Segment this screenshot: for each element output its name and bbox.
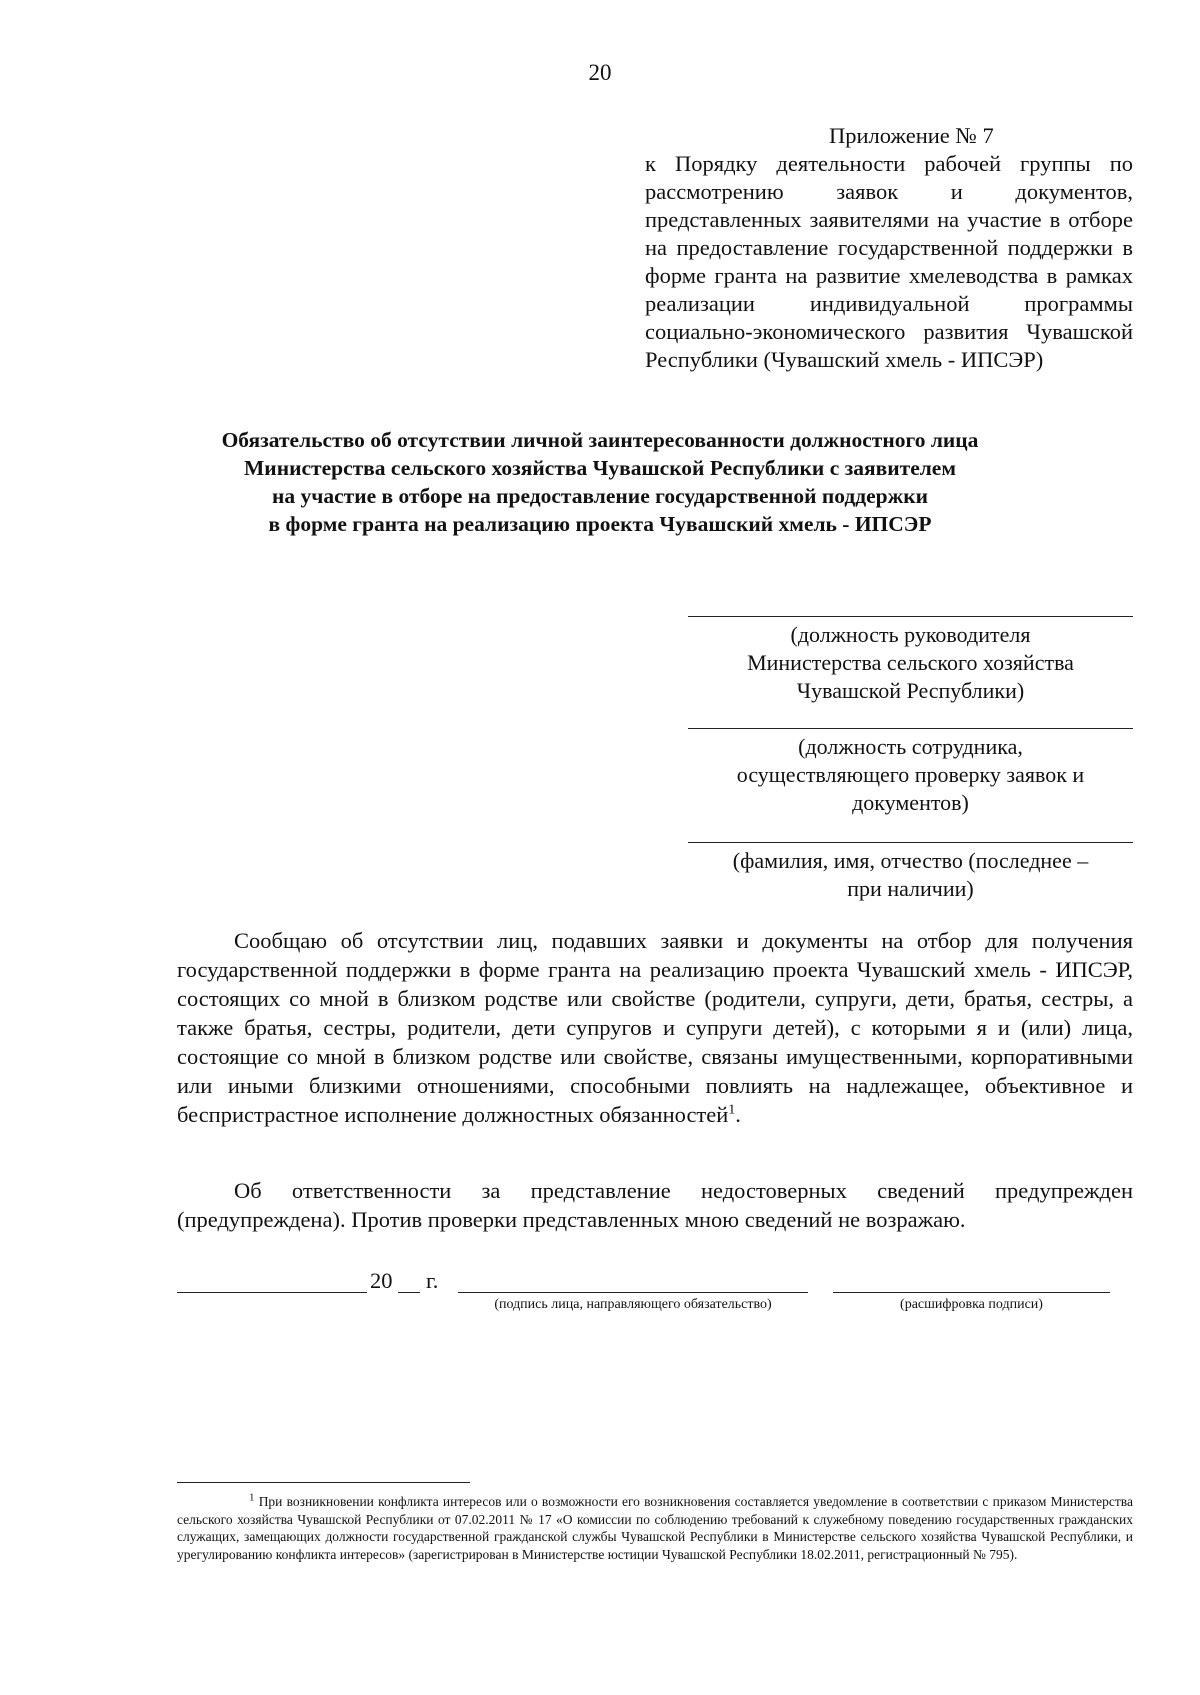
heading-line-3: на участие в отборе на предоставление государственной поддержки [271,484,929,508]
statement-end: . [735,1102,741,1127]
date-day-month-line[interactable] [177,1292,367,1293]
signature-decoding-line[interactable] [833,1292,1110,1293]
full-name-field [688,842,1133,903]
employee-position-field [688,728,1133,817]
page-number: 20 [588,60,612,85]
date-year-prefix: 20 [370,1268,393,1293]
employee-position-caption-line-2: осуществляющего проверку заявок и [736,762,1085,787]
heading-line-4: в форме гранта на реализацию проекта Чувашский хмель - ИПСЭР [268,512,932,536]
signature-line[interactable] [458,1292,808,1293]
head-position-caption-line-1: (должность руководителя [790,622,1031,647]
employee-position-line[interactable] [688,728,1133,729]
appendix-text: к Порядку деятельности рабочей группы по рассмотрению заявок и документов, представленных заявителями на участие в отборе на предоставление государственной поддержки в форме гранта на развитие хмелеводства в рамках реализации индивидуальной программы социально-экономического развития Чувашской Республики (Чувашский хмель - ИПСЭР) [645,151,1133,372]
document-heading [140,426,1060,538]
employee-position-caption [688,733,1133,817]
statement-text: Сообщаю об отсутствии лиц, подавших заявки и документы на отбор для получения государственной поддержки в форме гранта на реализацию проекта Чувашский хмель - ИПСЭР, состоящих со мной в близком родстве или свойстве (родители, супруги, дети, братья, сестры, а также братья, сестры, родители, дети супругов и супруги детей), с которыми я и (или) лица, состоящие со мной в близком родстве или свойстве, связаны имущественными, корпоративными или иными близкими отношениями, способными повлиять на надлежащее, объективное и беспристрастное исполнение должностных обязанностей [177,928,1133,1127]
employee-position-caption-line-3: документов) [852,790,969,815]
appendix-title: Приложение № 7 [829,123,994,148]
full-name-caption [688,847,1133,903]
head-position-caption-line-3: Чувашской Республики) [796,678,1025,703]
appendix-block [645,122,1133,374]
head-position-field [688,616,1133,705]
signature-decoding-caption: (расшифровка подписи) [900,1297,1043,1312]
signature-caption: (подпись лица, направляющего обязательство) [494,1297,772,1312]
head-position-caption-line-2: Министерства сельского хозяйства [747,650,1074,675]
full-name-line[interactable] [688,842,1133,843]
heading-line-2: Министерства сельского хозяйства Чувашской Республики с заявителем [244,456,956,480]
footnote-text: При возникновении конфликта интересов или о возможности его возникновения составляется уведомление в соответствии с приказом Министерства сельского хозяйства Чувашской Республики от 07.02.2011 № 17 «О комиссии по соблюдению требований к служебному поведению государственных гражданских служащих, замещающих должности государственной гражданской службы Чувашской Республики в Министерстве сельского хозяйства Чувашской Республики, и урегулированию конфликта интересов» (зарегистрирован в Министерстве юстиции Чувашской Республики 18.02.2011, регистрационный № 795). [177,1494,1133,1562]
responsibility-paragraph: Об ответственности за представление недостоверных сведений предупрежден (предупреждена). Против проверки представленных мною сведений не возражаю. [177,1178,1133,1232]
footnote [177,1493,1133,1563]
footnote-separator [177,1482,470,1483]
head-position-caption [688,621,1133,705]
head-position-line[interactable] [688,616,1133,617]
date-year-suffix: г. [426,1268,439,1293]
statement-paragraph [177,926,1133,1129]
employee-position-caption-line-1: (должность сотрудника, [798,734,1023,759]
date-year-line[interactable] [398,1292,420,1293]
heading-line-1: Обязательство об отсутствии личной заинтересованности должностного лица [221,428,979,452]
footnote-mark: 1 [249,1491,255,1504]
full-name-caption-line-1: (фамилия, имя, отчество (последнее – [732,848,1089,873]
full-name-caption-line-2: при наличии) [847,876,974,901]
footnote-reference[interactable]: 1 [728,1102,736,1118]
